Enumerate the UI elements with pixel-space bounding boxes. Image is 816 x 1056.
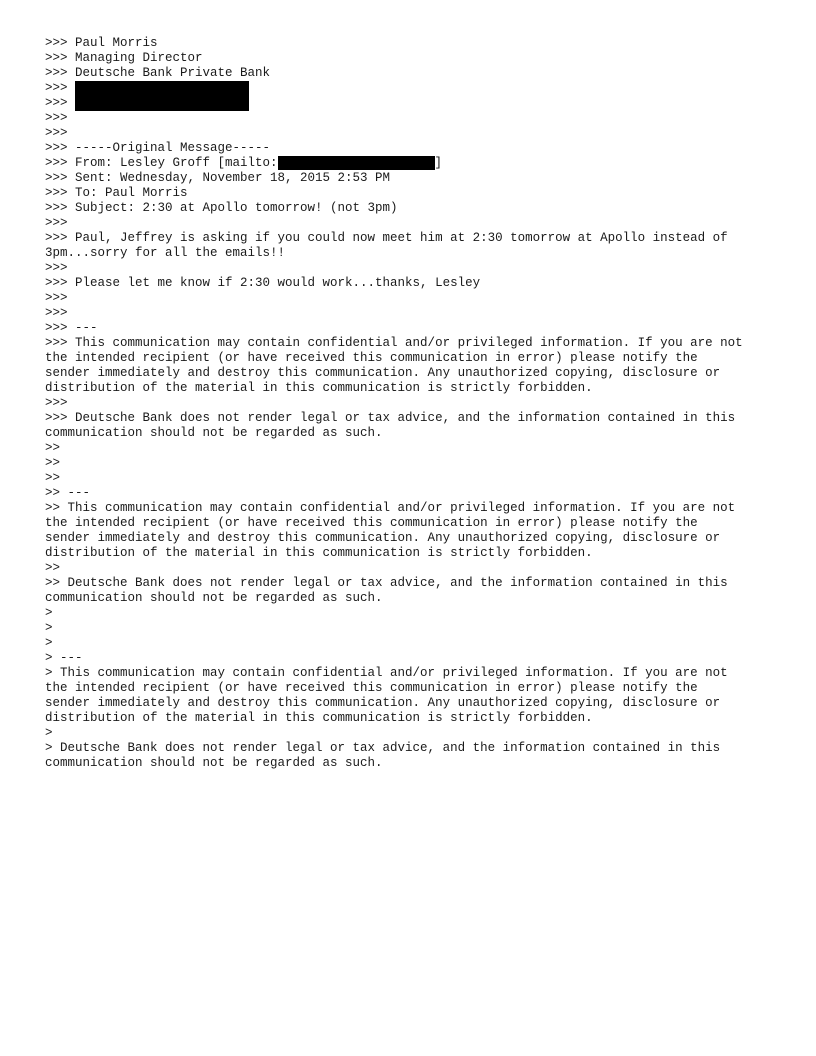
body-text: >>> Paul, Jeffrey is asking if you could now meet him at 2:30 tomorrow at Apollo instead of (45, 231, 728, 245)
disclaimer-text: communication should not be regarded as such. (45, 591, 383, 605)
disclaimer-text: distribution of the material in this communication is strictly forbidden. (45, 711, 593, 725)
body-text: 3pm...sorry for all the emails!! (45, 246, 286, 260)
quote-marker: > (45, 621, 53, 635)
email-document (45, 36, 785, 771)
disclaimer-text: > This communication may contain confidential and/or privileged information. If you are not (45, 666, 728, 680)
header-sent: >>> Sent: Wednesday, November 18, 2015 2:53 PM (45, 171, 391, 185)
disclaimer-separator: >> --- (45, 486, 91, 500)
header-subject: >>> Subject: 2:30 at Apollo tomorrow! (not 3pm) (45, 201, 398, 215)
quote-marker: >> (45, 456, 61, 470)
header-to: >>> To: Paul Morris (45, 186, 188, 200)
disclaimer-text: distribution of the material in this communication is strictly forbidden. (45, 381, 593, 395)
quote-marker: >> (45, 441, 61, 455)
redacted-line: >>> (45, 81, 785, 96)
quote-marker: > (45, 726, 53, 740)
quote-marker: > (45, 636, 53, 650)
signature-name-line: >>> Paul Morris (45, 36, 158, 50)
disclaimer-text: the intended recipient (or have received this communication in error) please notify the (45, 516, 698, 530)
quote-marker: >>> (45, 396, 68, 410)
disclaimer-text: sender immediately and destroy this communication. Any unauthorized copying, disclosure or (45, 366, 721, 380)
original-message-separator: >>> -----Original Message----- (45, 141, 271, 155)
disclaimer-text: >> This communication may contain confidential and/or privileged information. If you are not (45, 501, 736, 515)
disclaimer-text: >>> Deutsche Bank does not render legal or tax advice, and the information contained in this (45, 411, 736, 425)
disclaimer-text: sender immediately and destroy this communication. Any unauthorized copying, disclosure or (45, 531, 721, 545)
quote-marker: >>> (45, 261, 68, 275)
disclaimer-text: >> Deutsche Bank does not render legal or tax advice, and the information contained in this (45, 576, 728, 590)
quote-marker: >>> (45, 291, 68, 305)
redaction-block (75, 96, 249, 111)
signature-company: Deutsche Bank Private Bank (75, 66, 271, 80)
disclaimer-text: sender immediately and destroy this communication. Any unauthorized copying, disclosure or (45, 696, 721, 710)
redaction-block (278, 156, 435, 170)
quote-marker: >>> (45, 216, 68, 230)
quote-marker: >>> (45, 126, 68, 140)
signature-company-line: >>> Deutsche Bank Private Bank (45, 66, 271, 80)
disclaimer-separator: >>> --- (45, 321, 98, 335)
disclaimer-text: > Deutsche Bank does not render legal or tax advice, and the information contained in this (45, 741, 721, 755)
body-text: >>> Please let me know if 2:30 would work...thanks, Lesley (45, 276, 481, 290)
disclaimer-text: >>> This communication may contain confidential and/or privileged information. If you are not (45, 336, 743, 350)
disclaimer-text: distribution of the material in this communication is strictly forbidden. (45, 546, 593, 560)
disclaimer-text: communication should not be regarded as such. (45, 426, 383, 440)
quote-marker: >> (45, 471, 61, 485)
disclaimer-text: the intended recipient (or have received this communication in error) please notify the (45, 351, 698, 365)
quote-marker: >>> (45, 111, 68, 125)
quote-marker: >>> (45, 306, 68, 320)
disclaimer-text: communication should not be regarded as such. (45, 756, 383, 770)
quote-marker: > (45, 606, 53, 620)
quote-marker: >> (45, 561, 61, 575)
header-from: >>> From: Lesley Groff [mailto: ] (45, 156, 443, 170)
disclaimer-separator: > --- (45, 651, 83, 665)
redaction-block (75, 81, 249, 96)
redacted-line: >>> (45, 96, 785, 111)
signature-title: Managing Director (75, 51, 203, 65)
signature-name: Paul Morris (75, 36, 158, 50)
signature-title-line: >>> Managing Director (45, 51, 203, 65)
disclaimer-text: the intended recipient (or have received this communication in error) please notify the (45, 681, 698, 695)
